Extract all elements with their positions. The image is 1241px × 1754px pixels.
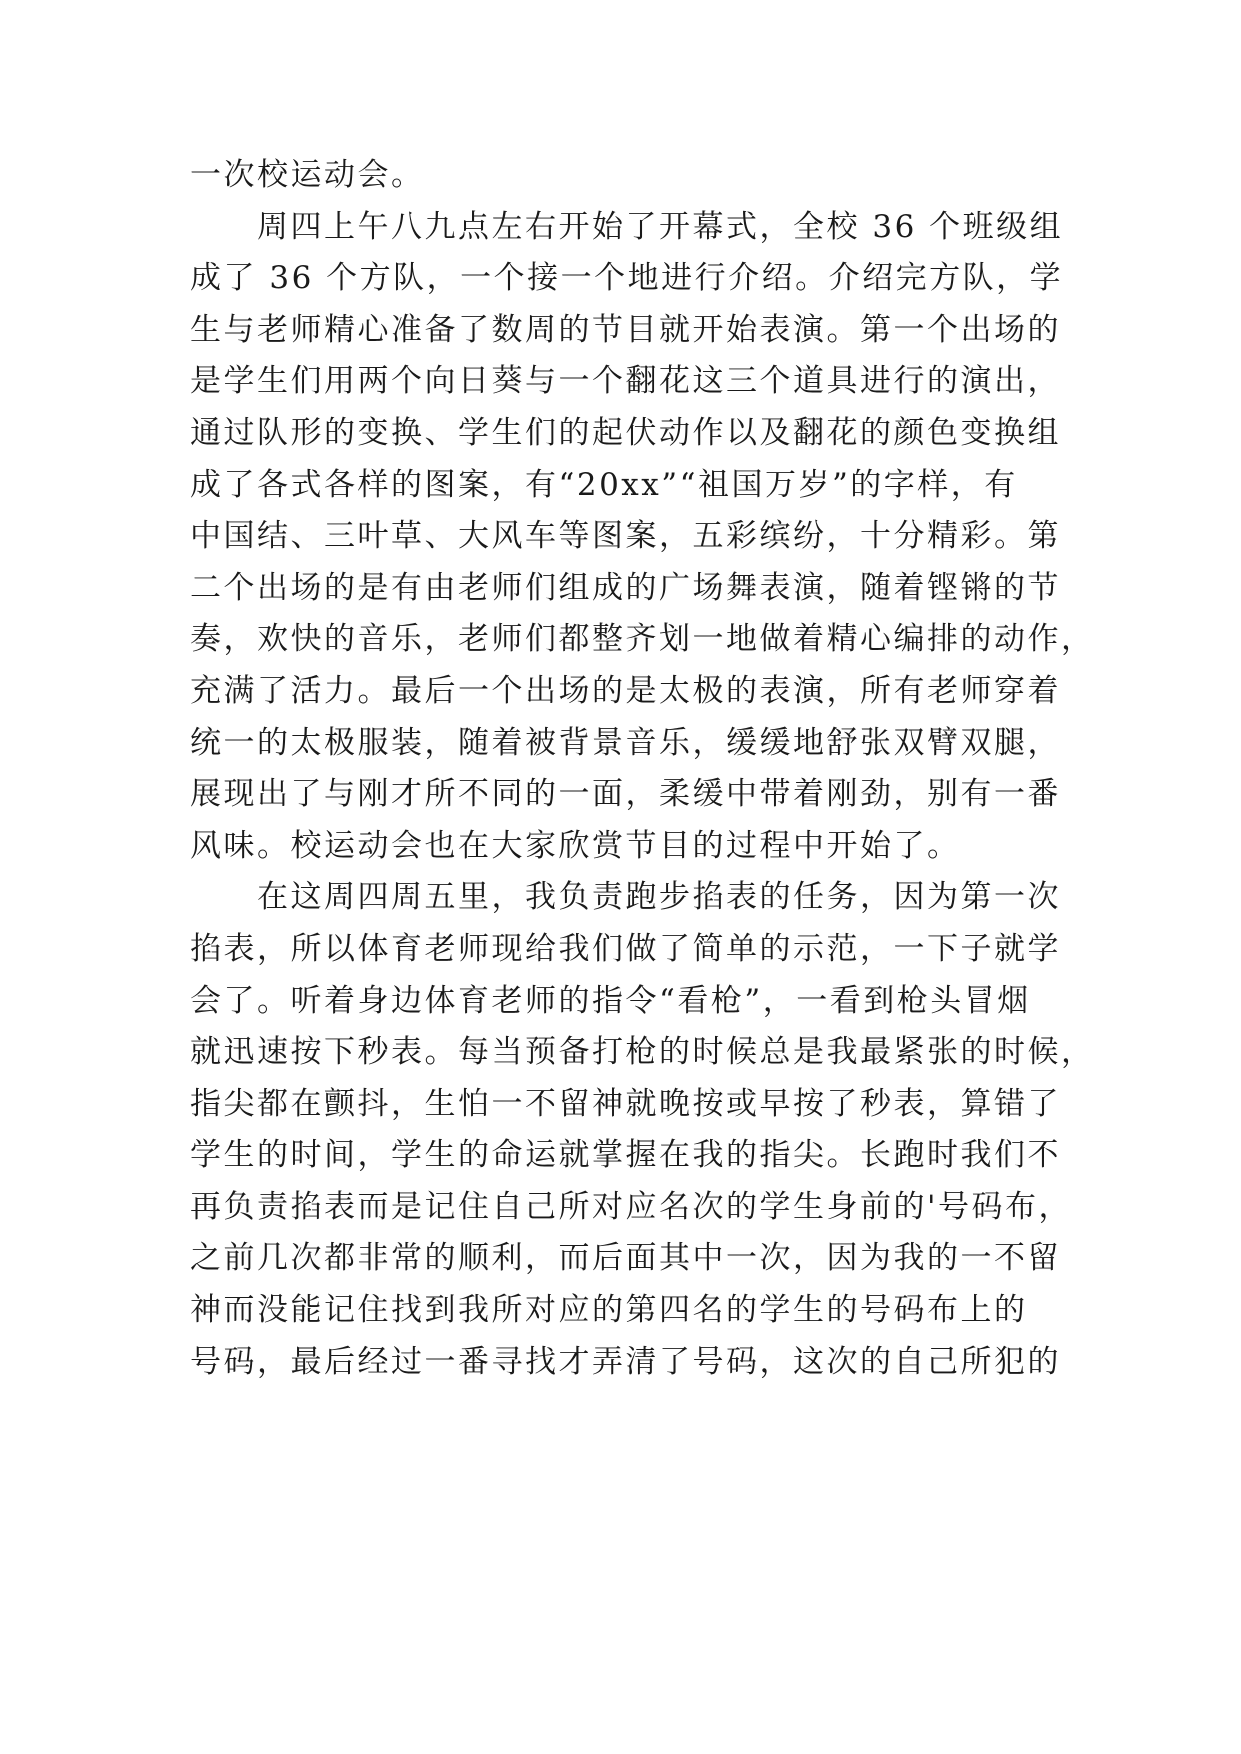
text-line: 通过队形的变换、学生们的起伏动作以及翻花的颜色变换组 <box>190 414 1061 451</box>
text-line: 二个出场的是有由老师们组成的广场舞表演，随着铿锵的节 <box>190 569 1061 606</box>
text-line: 指尖都在颤抖，生怕一不留神就晚按或早按了秒表，算错了 <box>190 1085 1061 1122</box>
text-line: 之前几次都非常的顺利，而后面其中一次，因为我的一不留 <box>190 1240 1061 1277</box>
text-line: 中国结、三叶草、大风车等图案，五彩缤纷，十分精彩。第 <box>190 518 1061 555</box>
text-line: 学生的时间，学生的命运就掌握在我的指尖。长跑时我们不 <box>190 1137 1061 1174</box>
text-line: 号码，最后经过一番寻找才弄清了号码，这次的自己所犯的 <box>190 1343 1061 1380</box>
text-line: 掐表，所以体育老师现给我们做了简单的示范，一下子就学 <box>190 930 1061 967</box>
text-line: 充满了活力。最后一个出场的是太极的表演，所有老师穿着 <box>190 672 1061 709</box>
text-line: 展现出了与刚才所不同的一面，柔缓中带着刚劲，别有一番 <box>190 776 1061 813</box>
text-line: 奏，欢快的音乐，老师们都整齐划一地做着精心编排的动作， <box>190 621 1095 658</box>
text-line: 就迅速按下秒表。每当预备打枪的时候总是我最紧张的时候， <box>190 1034 1095 1071</box>
text-line: 统一的太极服装，随着被背景音乐，缓缓地舒张双臂双腿， <box>190 724 1061 761</box>
text-line: 成了 36 个方队，一个接一个地进行介绍。介绍完方队，学 <box>190 260 1064 297</box>
body-text <box>190 150 1095 1388</box>
text-line: 会了。听着身边体育老师的指令“看枪”，一看到枪头冒烟 <box>190 982 1031 1019</box>
text-line: 是学生们用两个向日葵与一个翻花这三个道具进行的演出， <box>190 363 1061 400</box>
text-line: 成了各式各样的图案，有“20xx”“祖国万岁”的字样，有 <box>190 466 1018 503</box>
text-line: 周四上午八九点左右开始了开幕式，全校 36 个班级组 <box>190 208 1064 245</box>
text-line: 在这周四周五里，我负责跑步掐表的任务，因为第一次 <box>190 879 1061 916</box>
text-line: 神而没能记住找到我所对应的第四名的学生的号码布上的 <box>190 1292 1028 1329</box>
text-line: 风味。校运动会也在大家欣赏节目的过程中开始了。 <box>190 827 961 864</box>
text-line: 生与老师精心准备了数周的节目就开始表演。第一个出场的 <box>190 311 1061 348</box>
text-line: 一次校运动会。 <box>190 157 425 193</box>
text-line: 再负责掐表而是记住自己所对应名次的学生身前的'号码布， <box>190 1188 1073 1225</box>
